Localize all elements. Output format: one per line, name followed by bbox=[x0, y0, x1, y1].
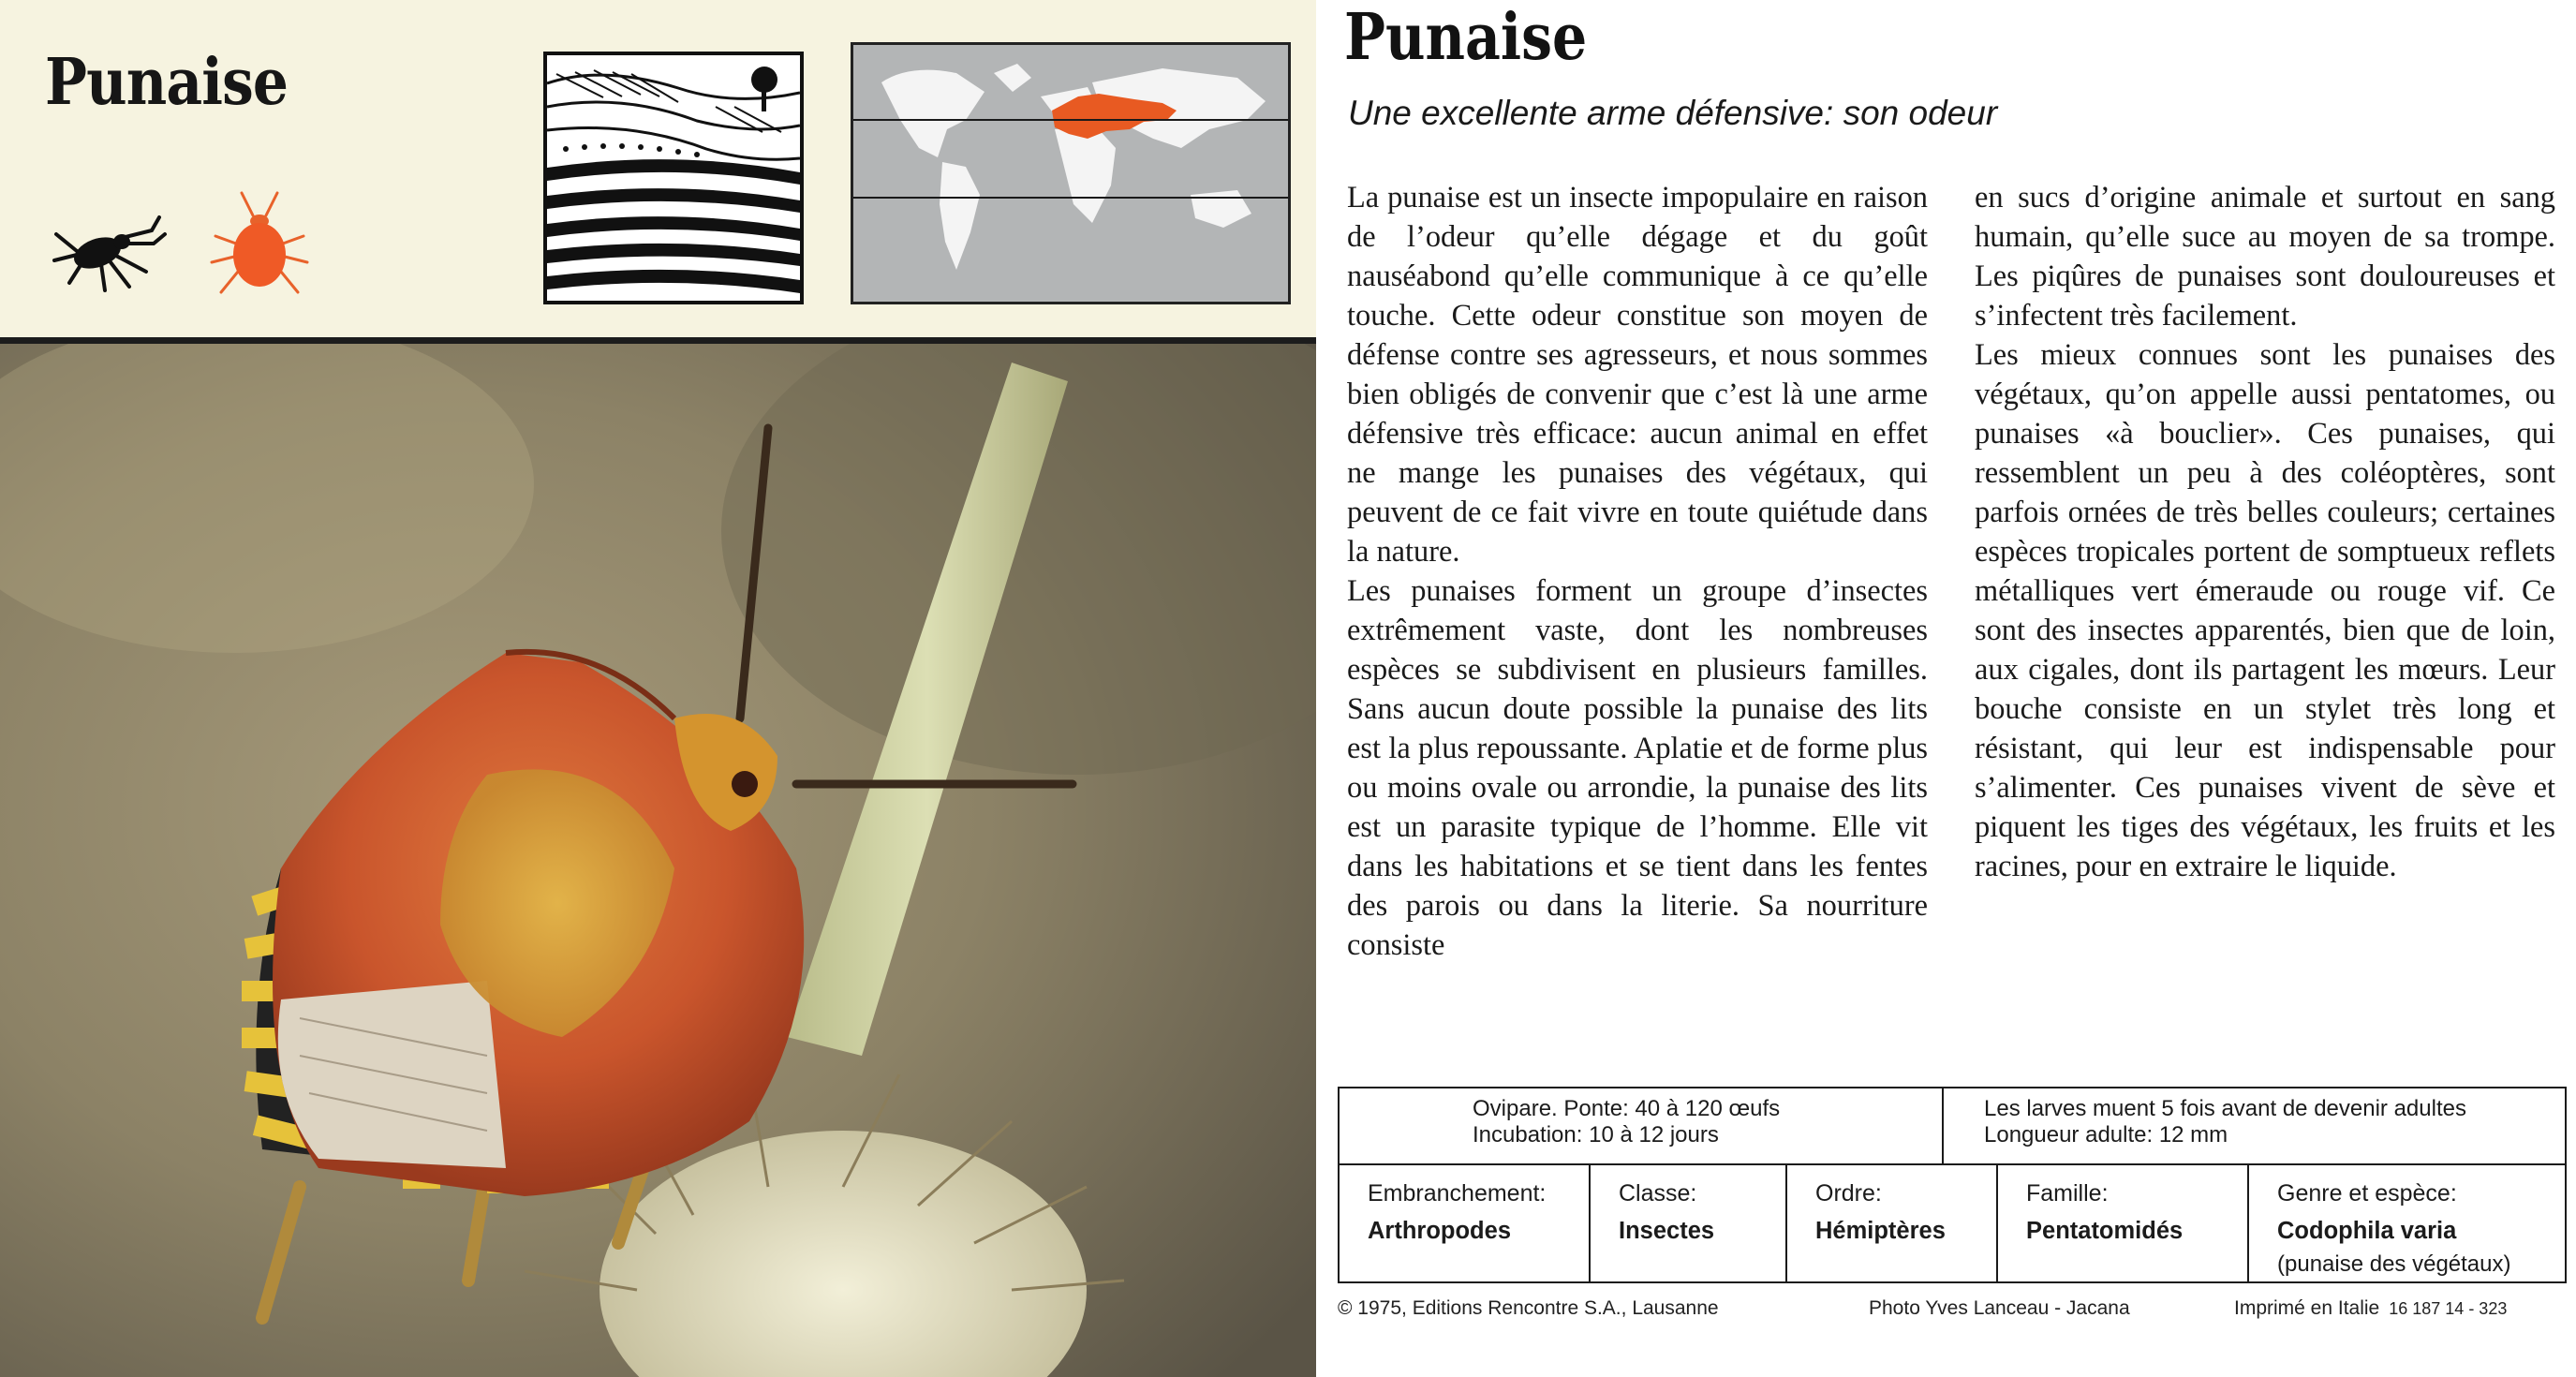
left-card-title: Punaise bbox=[45, 45, 289, 120]
info-row-biology bbox=[1340, 1088, 2565, 1165]
header-divider bbox=[0, 337, 1316, 344]
world-map-icon bbox=[851, 42, 1291, 304]
taxonomy-value: Codophila varia bbox=[2277, 1218, 2457, 1244]
larvae-text: Les larves muent 5 fois avant de devenir adultes bbox=[1984, 1096, 2466, 1121]
taxonomy-label: Embranchement: bbox=[1368, 1180, 1547, 1207]
print-info bbox=[2234, 1297, 2507, 1320]
taxonomy-label: Famille: bbox=[2026, 1180, 2109, 1207]
card-subtitle: Une excellente arme défensive: son odeur bbox=[1348, 94, 1998, 132]
incubation-text: Incubation: 10 à 12 jours bbox=[1473, 1122, 1719, 1148]
paragraph: Les punaises forment un groupe d’insectes extrêmement vaste, dont les nombreuses espèces se subdivisent en plusieurs familles. Sans aucun doute possible la punaise des lits est la plus repoussante. Aplatie et de forme plus ou moins ovale ou arrondie, la punaise des lits est un parasite typique de l’homme. Elle vit dans les habitations et se tient dans les fentes des parois ou dans la literie. Sa nourriture consiste bbox=[1347, 574, 1928, 962]
length-text: Longueur adulte: 12 mm bbox=[1984, 1122, 2228, 1148]
text-column-2 bbox=[1975, 178, 2555, 886]
taxonomy-cell-phylum bbox=[1340, 1165, 1591, 1281]
paragraph: La punaise est un insecte impopulaire en raison de l’odeur qu’elle dégage et du goût nauséabond qu’elle communique à ce qu’elle touche. Cette odeur constitue son moyen de défense contre ses agresseurs, et nous sommes bien obligés de convenir que c’est là une arme défensive très efficace: aucun animal en effet ne mange les punaises des végétaux, qui peuvent de ce fait vivre en toute quiétude dans la nature. bbox=[1347, 181, 1928, 569]
bug-icon bbox=[208, 187, 311, 309]
reproduction-cell bbox=[1340, 1088, 1944, 1163]
paragraph: en sucs d’origine animale et surtout en sang humain, qu’elle suce au moyen de sa trompe. Les piqûres de punaises sont douloureuses et s’infectent très facilement. bbox=[1975, 181, 2555, 333]
right-card bbox=[1316, 0, 2576, 1377]
paragraph: Les mieux connues sont les punaises des végétaux, qu’on appelle aussi pentatomes, ou punaises «à bouclier». Ces punaises, qui ressemblent un peu à des coléoptères, sont parfois ornées de très belles couleurs; certaines espèces tropicales portent de somptueux reflets métalliques vert émeraude ou rouge vif. Ce sont des insectes apparentés, bien que de loin, aux cigales, dont ils partagent les mœurs. Leur bouche consiste en un stylet très long et résistant, qui leur est indispensable pour s’alimenter. Ces punaises vivent de sève et piquent les tiges des végétaux, les fruits et les racines, pour en extraire le liquide. bbox=[1975, 338, 2555, 883]
taxonomy-value: Insectes bbox=[1619, 1218, 1715, 1244]
taxonomy-label: Genre et espèce: bbox=[2277, 1180, 2457, 1207]
taxonomy-cell-order bbox=[1787, 1165, 1998, 1281]
taxonomy-value: Hémiptères bbox=[1815, 1218, 1946, 1244]
right-card-title: Punaise bbox=[1344, 0, 1588, 75]
text-column-1 bbox=[1347, 178, 1928, 965]
taxonomy-value: Pentatomidés bbox=[2026, 1218, 2184, 1244]
info-table bbox=[1338, 1087, 2567, 1283]
taxonomy-cell-class bbox=[1591, 1165, 1787, 1281]
card-header bbox=[0, 0, 1316, 337]
card-code: 16 187 14 - 323 bbox=[2389, 1299, 2508, 1318]
taxonomy-label: Classe: bbox=[1619, 1180, 1697, 1207]
info-row-taxonomy bbox=[1340, 1165, 2565, 1281]
taxonomy-cell-family bbox=[1998, 1165, 2249, 1281]
reproduction-text: Ovipare. Ponte: 40 à 120 œufs bbox=[1473, 1096, 1781, 1121]
photo-credit: Photo Yves Lanceau - Jacana bbox=[1869, 1297, 2130, 1319]
copyright-text: © 1975, Editions Rencontre S.A., Lausanne bbox=[1338, 1297, 1719, 1319]
beetle-icon bbox=[49, 197, 170, 309]
taxonomy-common-name: (punaise des végétaux) bbox=[2277, 1251, 2511, 1277]
printed-text: Imprimé en Italie bbox=[2234, 1297, 2380, 1319]
taxonomy-cell-species bbox=[2249, 1165, 2565, 1281]
taxonomy-label: Ordre: bbox=[1815, 1180, 1882, 1207]
insect-photo bbox=[0, 344, 1316, 1377]
taxonomy-value: Arthropodes bbox=[1368, 1218, 1511, 1244]
landscape-icon bbox=[543, 52, 804, 304]
